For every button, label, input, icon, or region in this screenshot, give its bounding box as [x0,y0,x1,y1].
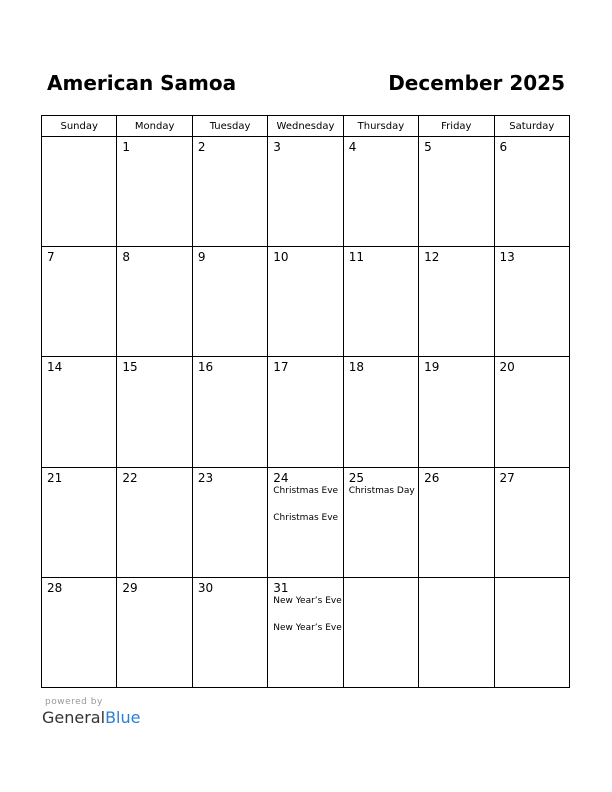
day-number: 27 [499,470,515,485]
day-cell-content [419,357,493,374]
day-cell [419,137,494,247]
brand-blue-text: Blue [105,708,141,727]
day-cell-content [344,468,418,498]
calendar-region-title: American Samoa [47,71,237,95]
day-cell [117,467,192,577]
calendar-grid [41,115,570,688]
day-cell-content [268,357,342,374]
calendar-week-row [42,137,570,247]
day-cell-content [344,578,418,581]
day-cell-content [193,578,267,595]
generalblue-logo [42,708,140,727]
brand-general-text: General [42,708,106,727]
day-cell [117,577,192,687]
day-cell-content [419,468,493,485]
day-number: 17 [273,360,289,375]
day-number: 20 [499,360,515,375]
day-cell-content [419,247,493,264]
day-number: 18 [348,360,364,375]
day-cell [268,357,343,467]
day-number: 9 [197,250,206,265]
day-cell [42,357,117,467]
weekday-header: Monday [117,116,192,137]
day-number: 6 [499,140,508,154]
day-cell-content [193,468,267,485]
day-cell-content [344,247,418,264]
day-cell-content [193,137,267,154]
day-number: 8 [122,250,131,265]
day-cell [343,577,418,687]
day-cell [343,137,418,247]
day-number: 29 [122,580,138,595]
day-cell [494,577,569,687]
day-cell-content [495,247,569,264]
day-cell-content [344,137,418,154]
day-number: 26 [424,470,440,485]
day-cell [419,577,494,687]
day-cell-content [117,357,191,374]
day-cell [42,467,117,577]
day-cell-content [117,468,191,485]
day-number: 19 [424,360,440,375]
day-number: 7 [47,250,55,265]
holiday-event: New Year’s Eve [273,595,342,606]
day-cell [494,247,569,357]
holiday-event: New Year’s Eve [273,622,342,633]
day-number: 24 [273,470,289,485]
day-number: 21 [47,470,63,485]
day-cell [117,247,192,357]
calendar-week-row [42,357,570,467]
day-number: 28 [47,580,63,595]
day-cell [42,577,117,687]
holiday-event: Christmas Eve [273,485,339,496]
day-cell [192,357,267,467]
day-cell [343,467,418,577]
day-cell [268,577,343,687]
day-cell [419,247,494,357]
calendar-week-row [42,577,570,687]
day-cell [117,137,192,247]
holiday-event: Christmas Eve [273,512,339,523]
day-cell-content [193,357,267,374]
day-number: 14 [47,360,63,375]
day-number: 3 [273,140,281,154]
weekday-header: Wednesday [268,116,343,137]
day-cell [268,137,343,247]
day-cell [192,137,267,247]
day-cell-content [268,578,342,635]
weekday-header: Saturday [494,116,569,137]
day-number: 23 [197,470,214,485]
day-cell-content [495,468,569,485]
day-number: 25 [348,470,364,485]
day-cell [419,357,494,467]
day-cell [494,467,569,577]
day-cell-content [42,247,116,264]
day-cell [419,467,494,577]
day-cell-content [268,468,342,525]
day-cell [192,247,267,357]
day-cell-content [344,357,418,374]
day-number: 13 [499,250,515,265]
weekday-header-row [42,116,570,137]
day-cell-content [117,247,191,264]
day-cell-content [495,357,569,374]
day-cell [42,137,117,247]
day-cell-content [117,137,191,154]
day-cell-content [419,137,493,154]
day-cell-content [42,357,116,374]
weekday-header: Friday [419,116,494,137]
day-number: 22 [122,470,138,485]
holiday-event: Christmas Day [348,485,415,496]
day-number: 5 [424,140,432,154]
weekday-header: Tuesday [192,116,267,137]
day-cell [343,357,418,467]
day-cell-content [193,247,267,264]
day-cell-content [42,137,116,140]
day-cell [494,137,569,247]
day-number: 16 [197,360,214,375]
day-cell-content [268,137,342,154]
day-number: 12 [424,250,440,265]
day-number: 15 [122,360,138,375]
day-cell [192,577,267,687]
day-cell-content [495,578,569,581]
day-number: 4 [348,140,357,154]
calendar-week-row [42,247,570,357]
weekday-header: Sunday [42,116,117,137]
day-number: 30 [197,580,214,595]
day-cell-content [42,578,116,595]
day-cell-content [268,247,342,264]
powered-by-label: powered by [45,697,103,707]
day-cell-content [42,468,116,485]
day-number: 1 [122,140,131,154]
day-cell [494,357,569,467]
day-cell [268,247,343,357]
day-number: 2 [197,140,206,154]
day-number: 31 [273,580,289,595]
day-cell [343,247,418,357]
day-number: 11 [348,250,364,265]
day-number: 10 [273,250,289,265]
day-cell [192,467,267,577]
day-cell [117,357,192,467]
day-cell-content [117,578,191,595]
calendar-month-title: December 2025 [388,71,565,95]
calendar-week-row [42,467,570,577]
day-cell-content [419,578,493,581]
day-cell [42,247,117,357]
day-cell-content [495,137,569,154]
weekday-header: Thursday [343,116,418,137]
day-cell [268,467,343,577]
